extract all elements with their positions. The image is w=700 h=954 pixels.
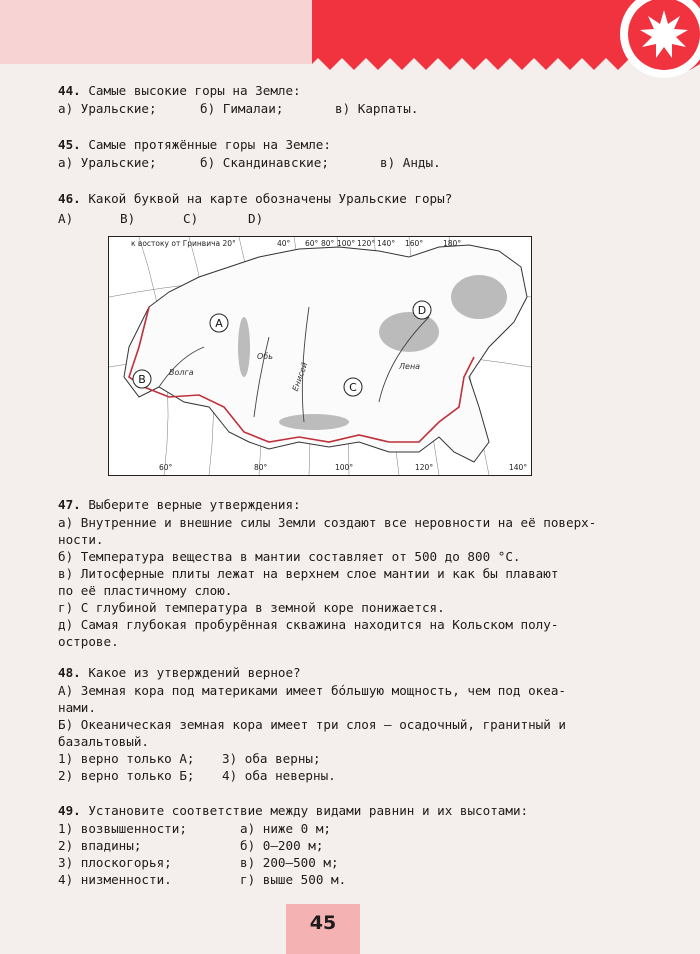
q46-title xyxy=(58,190,452,207)
page-number: 45 xyxy=(309,912,337,934)
map-bottom-label-140: 140° xyxy=(509,463,528,472)
svg-text:C: C xyxy=(349,381,357,394)
q46-option-a: A) xyxy=(58,211,74,226)
q47-line-4: в) Литосферные плиты лежат на верхнем слое мантии и как бы плавают xyxy=(58,566,559,581)
q48-line-1: А) Земная кора под материками имеет бóльшую мощность, чем под океа- xyxy=(58,683,566,698)
q49-number: 49. xyxy=(58,803,81,818)
svg-text:D: D xyxy=(417,304,427,317)
q48-answer-3: 3) оба верны; xyxy=(222,751,321,766)
q44-option-b: б) Гималаи; xyxy=(200,101,284,116)
q48-line-3: Б) Океаническая земная кора имеет три слоя — осадочный, гранитный и xyxy=(58,717,566,732)
q44-option-c: в) Карпаты. xyxy=(335,101,419,116)
q44-option-a: а) Уральские; xyxy=(58,101,157,116)
map-bottom-label-120: 120° xyxy=(415,463,434,472)
map-top-label-180: 180° xyxy=(443,239,462,248)
map-marker-d xyxy=(413,301,431,319)
map-top-label-40: 40° xyxy=(277,239,291,248)
q45-number: 45. xyxy=(58,137,81,152)
q47-line-6: г) С глубиной температура в земной коре понижается. xyxy=(58,600,445,615)
q46-option-d: D) xyxy=(248,211,264,226)
q48-answer-4: 4) оба неверны. xyxy=(222,768,336,783)
q47-line-1: а) Внутренние и внешние силы Земли создают все неровности на её поверх- xyxy=(58,515,597,530)
map-top-label-greenwich: к востоку от Гринвича 20° xyxy=(131,239,236,248)
russia-map xyxy=(108,236,532,476)
map-marker-c xyxy=(344,378,362,396)
q45-option-b: б) Скандинавские; xyxy=(200,155,329,170)
q47-line-2: ности. xyxy=(58,532,104,547)
q45-option-a: а) Уральские; xyxy=(58,155,157,170)
svg-text:A: A xyxy=(215,317,223,330)
svg-text:B: B xyxy=(138,373,146,386)
top-banner xyxy=(0,0,700,80)
q48-answer-1: 1) верно только А; xyxy=(58,751,195,766)
q47-line-3: б) Температура вещества в мантии составляет от 500 до 800 °С. xyxy=(58,549,521,564)
map-top-label-140: 140° xyxy=(377,239,396,248)
q48-line-4: базальтовый. xyxy=(58,734,149,749)
map-top-label-100: 100° xyxy=(337,239,356,248)
river-label-volga: Волга xyxy=(169,368,194,377)
river-label-lena: Лена xyxy=(399,362,421,371)
map-bottom-label-80: 80° xyxy=(254,463,268,472)
q49-right-d: г) выше 500 м. xyxy=(240,872,347,887)
q44-question: Самые высокие горы на Земле: xyxy=(88,83,301,98)
q45-title xyxy=(58,136,331,153)
map-bottom-label-60: 60° xyxy=(159,463,173,472)
map-top-label-120: 120° xyxy=(357,239,376,248)
q44-number: 44. xyxy=(58,83,81,98)
river-label-yenisei: Енисей xyxy=(290,361,310,393)
map-top-label-160: 160° xyxy=(405,239,424,248)
q49-right-a: а) ниже 0 м; xyxy=(240,821,331,836)
q47-line-5: по её пластичному слою. xyxy=(58,583,233,598)
q48-question: Какое из утверждений верное? xyxy=(88,665,301,680)
river-label-ob: Обь xyxy=(257,352,273,361)
q49-left-3: 3) плоскогорья; xyxy=(58,855,172,870)
q47-line-8: острове. xyxy=(58,634,119,649)
q49-question: Установите соответствие между видами равнин и их высотами: xyxy=(88,803,529,818)
q47-title xyxy=(58,496,301,513)
q47-line-7: д) Самая глубокая пробурённая скважина находится на Кольском полу- xyxy=(58,617,559,632)
q46-number: 46. xyxy=(58,191,81,206)
q46-option-b: B) xyxy=(120,211,136,226)
q48-answer-2: 2) верно только Б; xyxy=(58,768,195,783)
q48-number: 48. xyxy=(58,665,81,680)
map-bottom-label-100: 100° xyxy=(335,463,354,472)
q44-title xyxy=(58,82,301,99)
map-marker-a xyxy=(210,314,228,332)
page-number-box xyxy=(286,904,360,954)
map-top-label-60: 60° xyxy=(305,239,319,248)
q49-left-2: 2) впадины; xyxy=(58,838,142,853)
q46-question: Какой буквой на карте обозначены Уральские горы? xyxy=(88,191,453,206)
q48-title xyxy=(58,664,301,681)
q48-line-2: нами. xyxy=(58,700,96,715)
q45-option-c: в) Анды. xyxy=(380,155,441,170)
map-marker-b xyxy=(133,370,151,388)
q46-option-c: C) xyxy=(183,211,199,226)
q49-left-1: 1) возвышенности; xyxy=(58,821,187,836)
q49-title xyxy=(58,802,528,819)
q47-question: Выберите верные утверждения: xyxy=(88,497,301,512)
q49-right-c: в) 200—500 м; xyxy=(240,855,339,870)
q47-number: 47. xyxy=(58,497,81,512)
q49-left-4: 4) низменности. xyxy=(58,872,172,887)
q49-right-b: б) 0—200 м; xyxy=(240,838,324,853)
map-top-label-80: 80° xyxy=(321,239,335,248)
q45-question: Самые протяжённые горы на Земле: xyxy=(88,137,331,152)
